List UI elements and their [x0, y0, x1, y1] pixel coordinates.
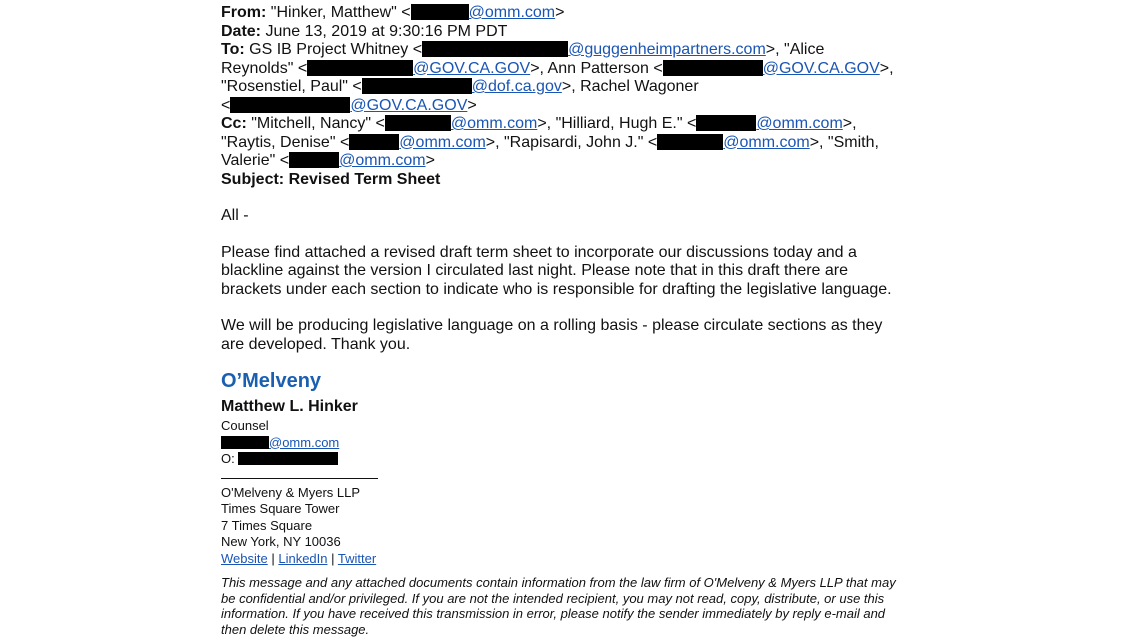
body-paragraph-1: [221, 244, 921, 300]
redaction-block: [411, 4, 469, 20]
disclaimer-line: information. If you have received this transmission in error, please notify the sender immediately by reply e-mail and: [221, 606, 886, 621]
redaction-block: [696, 115, 756, 131]
to-sep-3: >,: [879, 59, 894, 77]
cc-line: [221, 115, 921, 171]
to-sep-4: >, Rachel Wagoner: [561, 78, 699, 95]
signature-name: Matthew L. Hinker: [221, 398, 358, 415]
cc-sep-1: >, "Hilliard, Hugh E." <: [537, 115, 697, 132]
body-line: brackets under each section to indicate who is responsible for drafting the legislative language.: [221, 280, 892, 298]
cc-email-link-3[interactable]: @omm.com: [399, 133, 486, 151]
to-email-link-4[interactable]: @dof.ca.gov: [471, 78, 562, 95]
redaction-block: [307, 60, 413, 76]
from-name: "Hinker, Matthew" <: [270, 4, 411, 21]
website-link[interactable]: Website: [221, 550, 268, 566]
greeting: All -: [221, 207, 249, 224]
redaction-block: [230, 97, 350, 113]
disclaimer-line: This message and any attached documents contain information from the law firm of O'Melveny & Myers LLP that may: [221, 575, 896, 590]
from-label: From:: [221, 4, 267, 21]
to-recipient-2: Reynolds" <: [221, 59, 308, 77]
to-close-5: >: [467, 96, 477, 114]
signature-links: [221, 551, 921, 568]
redaction-block: [657, 134, 723, 150]
body-line: blackline against the version I circulated last night. Please note that in this draft there are: [221, 262, 849, 279]
from-email-link[interactable]: @omm.com: [468, 4, 556, 21]
signature-office-phone: [221, 451, 921, 468]
cc-recipient-3: "Raytis, Denise" <: [221, 133, 350, 151]
cc-recipient-1: "Mitchell, Nancy" <: [251, 115, 385, 132]
date-value: June 13, 2019 at 9:30:16 PM PDT: [265, 22, 508, 40]
body-line: We will be producing legislative language on a rolling basis - please circulate sections as they: [221, 317, 883, 334]
to-email-link-2[interactable]: @GOV.CA.GOV: [413, 59, 531, 77]
redaction-block: [663, 60, 763, 76]
twitter-link[interactable]: Twitter: [337, 550, 377, 566]
to-label: To:: [221, 41, 245, 58]
to-email-link-5[interactable]: @GOV.CA.GOV: [350, 96, 468, 114]
cc-email-link-1[interactable]: @omm.com: [450, 115, 538, 132]
redaction-block: [362, 78, 472, 94]
body-line: are developed. Thank you.: [221, 335, 411, 353]
redaction-block: [385, 115, 451, 131]
signature-block: [221, 418, 921, 567]
signature-email: [221, 435, 921, 452]
cc-sep-2: >,: [842, 115, 857, 132]
firm-logo-text: O’Melveny: [221, 370, 322, 392]
from-close: >: [555, 4, 565, 21]
link-separator: |: [267, 550, 279, 566]
redaction-block: [422, 41, 568, 57]
address-line: New York, NY 10036: [221, 534, 341, 549]
redaction-block: [221, 436, 269, 449]
body-line: Please find attached a revised draft term sheet to incorporate our discussions today and a: [221, 243, 857, 261]
office-label: O:: [221, 451, 235, 466]
to-recipient-1: GS IB Project Whitney <: [249, 41, 423, 58]
cc-close-5: >: [425, 152, 435, 169]
to-email-link-3[interactable]: @GOV.CA.GOV: [762, 59, 880, 77]
subject-line: [221, 171, 921, 190]
cc-email-link-4[interactable]: @omm.com: [723, 133, 810, 151]
subject-value: Revised Term Sheet: [288, 170, 441, 188]
cc-email-link-5[interactable]: @omm.com: [339, 152, 426, 169]
confidentiality-disclaimer: [221, 575, 911, 637]
email-printout: [221, 4, 921, 637]
date-line: [221, 23, 921, 42]
to-sep-1: >, "Alice: [765, 41, 825, 58]
from-line: [221, 4, 921, 23]
cc-email-link-2[interactable]: @omm.com: [756, 115, 843, 132]
date-label: Date:: [221, 22, 262, 40]
to-email-link-1[interactable]: @guggenheimpartners.com: [568, 41, 766, 58]
cc-sep-4: >, "Smith,: [809, 133, 879, 151]
redaction-block: [238, 452, 338, 465]
subject-label: Subject:: [221, 170, 285, 188]
cc-label: Cc:: [221, 115, 247, 132]
to-line: [221, 41, 921, 115]
link-separator: |: [327, 550, 338, 566]
to-open-5: <: [221, 96, 231, 114]
address-line: 7 Times Square: [221, 517, 313, 533]
redaction-block: [289, 152, 339, 168]
linkedin-link[interactable]: LinkedIn: [278, 550, 328, 566]
cc-sep-3: >, "Rapisardi, John J." <: [485, 133, 658, 151]
disclaimer-line: then delete this message.: [221, 621, 370, 637]
signature-email-link[interactable]: @omm.com: [269, 434, 340, 450]
firm-name: O'Melveny & Myers LLP: [221, 484, 361, 500]
cc-recipient-5: Valerie" <: [221, 152, 290, 169]
signature-title: Counsel: [221, 418, 269, 433]
redaction-block: [349, 134, 399, 150]
disclaimer-line: be confidential and/or privileged. If you are not the intended recipient, you may not read, copy, distribute, or use this: [221, 590, 885, 606]
signature-divider: [221, 478, 378, 479]
to-sep-2: >, Ann Patterson <: [530, 59, 663, 77]
address-line: Times Square Tower: [221, 501, 340, 516]
to-recipient-4: "Rosenstiel, Paul" <: [221, 78, 362, 95]
body-paragraph-2: [221, 317, 921, 354]
